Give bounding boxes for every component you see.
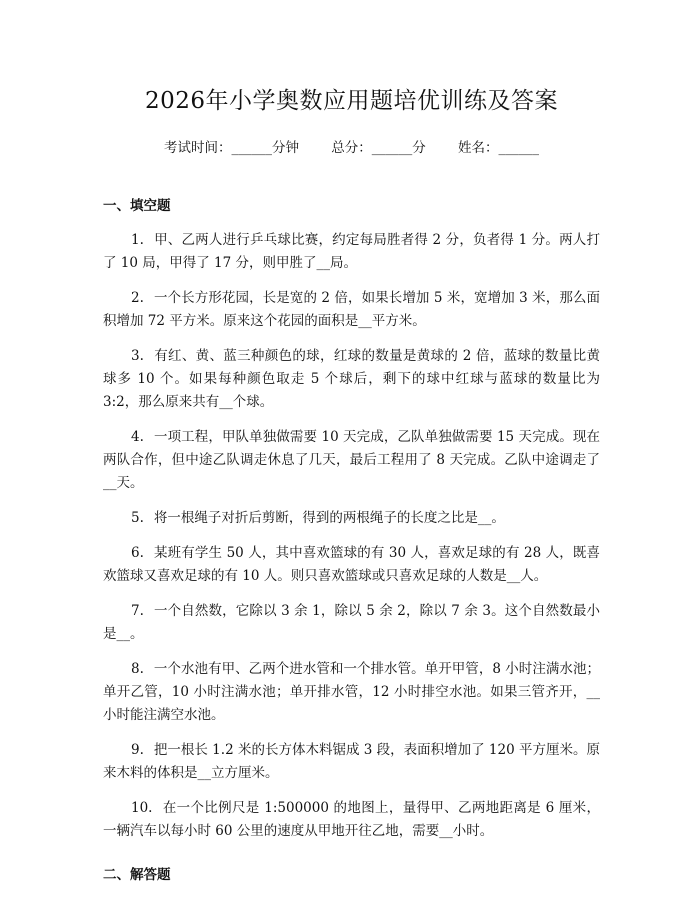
question-item xyxy=(103,426,600,495)
question-text: 把一根长 1.2 米的长方体木料锯成 3 段，表面积增加了 120 平方厘米。原来木料的体积是__立方厘米。 xyxy=(103,742,600,781)
page-title: 2026年小学奥数应用题培优训练及答案 xyxy=(144,88,559,114)
question-number: 3. xyxy=(131,348,144,364)
question-text: 将一根绳子对折后剪断，得到的两根绳子的长度之比是__。 xyxy=(153,510,505,526)
question-item xyxy=(103,739,600,785)
question-item xyxy=(103,345,600,414)
question-number: 4. xyxy=(131,429,144,445)
question-number: 2. xyxy=(131,290,144,306)
question-item xyxy=(103,542,600,588)
total-score: 总分：______分 xyxy=(331,140,426,156)
question-number: 9. xyxy=(131,742,144,758)
question-number: 7. xyxy=(131,603,144,619)
question-item xyxy=(103,287,600,333)
section-title-fill-in: 一、填空题 xyxy=(103,198,171,214)
student-name: 姓名：______ xyxy=(458,140,540,156)
question-item xyxy=(103,600,600,646)
question-item xyxy=(103,507,600,530)
question-number: 8. xyxy=(131,661,144,677)
question-text: 一个长方形花园，长是宽的 2 倍，如果长增加 5 米，宽增加 3 米，那么面积增加 72 平方米。原来这个花园的面积是__平方米。 xyxy=(103,290,600,329)
exam-time: 考试时间：______分钟 xyxy=(163,140,299,156)
question-item xyxy=(103,797,600,843)
question-number: 5. xyxy=(131,510,144,526)
question-text: 一个自然数，它除以 3 余 1，除以 5 余 2，除以 7 余 3。这个自然数最小是__。 xyxy=(103,603,600,642)
exam-info xyxy=(103,138,600,158)
question-text: 甲、乙两人进行乒乓球比赛，约定每局胜者得 2 分，负者得 1 分。两人打了 10 局，甲得了 17 分，则甲胜了__局。 xyxy=(103,232,600,271)
question-text: 某班有学生 50 人，其中喜欢篮球的有 30 人，喜欢足球的有 28 人，既喜欢篮球又喜欢足球的有 10 人。则只喜欢篮球或只喜欢足球的人数是__人。 xyxy=(103,545,600,584)
question-text: 有红、黄、蓝三种颜色的球，红球的数量是黄球的 2 倍，蓝球的数量比黄球多 10 个。如果每种颜色取走 5 个球后，剩下的球中红球与蓝球的数量比为 3:2，那么原来共有__个球。 xyxy=(103,348,600,410)
section-title-answer: 二、解答题 xyxy=(103,867,171,883)
question-text: 在一个比例尺是 1:500000 的地图上，量得甲、乙两地距离是 6 厘米，一辆汽车以每小时 60 公里的速度从甲地开往乙地，需要__小时。 xyxy=(103,800,600,839)
question-item xyxy=(103,658,600,727)
question-number: 1. xyxy=(131,232,144,248)
question-list xyxy=(103,229,600,843)
question-item xyxy=(103,229,600,275)
question-number: 6. xyxy=(131,545,144,561)
question-text: 一项工程，甲队单独做需要 10 天完成，乙队单独做需要 15 天完成。现在两队合作，但中途乙队调走休息了几天，最后工程用了 8 天完成。乙队中途调走了__天。 xyxy=(103,429,600,491)
question-number: 10. xyxy=(131,800,153,816)
question-text: 一个水池有甲、乙两个进水管和一个排水管。单开甲管，8 小时注满水池；单开乙管，10 小时注满水池；单开排水管，12 小时排空水池。如果三管齐开，__小时能注满空水池。 xyxy=(103,661,600,723)
